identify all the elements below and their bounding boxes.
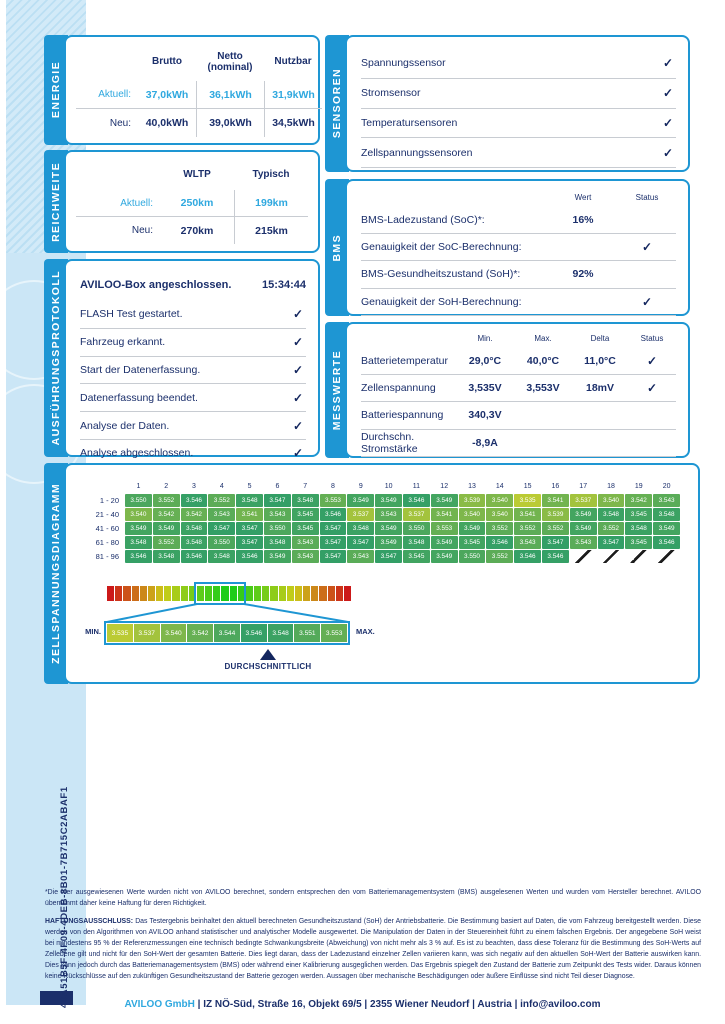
cell-voltage-value: 3.546 xyxy=(181,494,208,507)
check-icon: ✓ xyxy=(292,446,303,461)
cell-voltage-value: 3.546 xyxy=(514,550,541,563)
cell-voltage-value: 3.548 xyxy=(125,536,152,549)
reichweite-row-label: Aktuell: xyxy=(76,190,160,217)
energie-corner xyxy=(76,43,138,81)
bms-row xyxy=(361,261,676,288)
cell-voltage-value: 3.547 xyxy=(320,536,347,549)
messwerte-card xyxy=(345,322,690,458)
cell-voltage-value: 3.549 xyxy=(375,522,402,535)
cell-voltage-value: 3.550 xyxy=(208,536,235,549)
cell-voltage-value: 3.552 xyxy=(153,536,180,549)
energie-row-label: Aktuell: xyxy=(76,81,138,109)
cell-voltage-value: 3.539 xyxy=(542,508,569,521)
scale-value-box: 3.553 xyxy=(321,624,347,642)
cell-voltage-value: 3.547 xyxy=(236,536,263,549)
messwerte-row-label: Zellenspannung xyxy=(361,382,436,395)
sensoren-card xyxy=(345,35,690,172)
gradient-segment xyxy=(132,586,139,601)
tab-zellspannungsdiagramm-label: ZELLSPANNUNGSDIAGRAMM xyxy=(50,483,62,664)
cell-voltage-value: 3.542 xyxy=(153,508,180,521)
cell-grid-corner xyxy=(80,481,124,493)
reichweite-value: 270km xyxy=(180,224,214,237)
cell-row-label: 21 - 40 xyxy=(95,510,119,519)
cell-column-number: 9 xyxy=(358,483,363,490)
cell-voltage-value: 3.548 xyxy=(653,508,680,521)
cell-voltage-value: 3.548 xyxy=(153,550,180,563)
cell-voltage-value: 3.546 xyxy=(403,494,430,507)
tab-energie-label: ENERGIE xyxy=(50,61,62,119)
cell-voltage-value: 3.548 xyxy=(625,522,652,535)
gradient-segment xyxy=(254,586,261,601)
cell-voltage-value: 3.543 xyxy=(292,550,319,563)
cell-column-number: 5 xyxy=(247,483,252,490)
messwerte-row-label: Durchschn. Stromstärke xyxy=(361,430,418,455)
cell-voltage-value: 3.548 xyxy=(292,494,319,507)
scale-min-label: MIN. xyxy=(85,627,101,636)
cell-voltage-value: 3.549 xyxy=(125,522,152,535)
messwerte-max-value: 40,0°C xyxy=(526,355,560,368)
cell-column-number: 3 xyxy=(192,483,196,490)
cell-voltage-value: 3.549 xyxy=(570,522,597,535)
scale-value-box: 3.546 xyxy=(241,624,267,642)
protokoll-step-label: Start der Datenerfassung. xyxy=(80,363,201,376)
cell-voltage-value: 3.549 xyxy=(375,494,402,507)
cell-column-number: 1 xyxy=(136,483,141,490)
gradient-segment xyxy=(295,586,302,601)
messwerte-min-value: 340,3V xyxy=(468,409,502,422)
cell-voltage-value: 3.543 xyxy=(264,508,291,521)
cell-column-number: 2 xyxy=(164,483,169,490)
check-icon: ✓ xyxy=(662,86,673,101)
cell-voltage-value: 3.548 xyxy=(208,550,235,563)
protokoll-step-row xyxy=(80,357,306,385)
energie-table xyxy=(76,43,315,135)
gradient-segment xyxy=(270,586,277,601)
cell-voltage-value: 3.545 xyxy=(292,522,319,535)
messwerte-max-value: 3,553V xyxy=(526,382,560,395)
cell-voltage-value: 3.541 xyxy=(542,494,569,507)
cell-voltage-value: 3.543 xyxy=(292,536,319,549)
cell-voltage-value: 3.543 xyxy=(653,494,680,507)
gradient-segment xyxy=(107,586,114,601)
bms-row-label: BMS-Gesundheitszustand (SoH)*: xyxy=(361,268,521,281)
gradient-segment xyxy=(148,586,155,601)
cell-voltage-value: 3.543 xyxy=(514,536,541,549)
cell-row-label: 41 - 60 xyxy=(95,524,119,533)
scale-value-box: 3.551 xyxy=(294,624,320,642)
cell-voltage-value: 3.548 xyxy=(181,522,208,535)
protokoll-timestamp: 15:34:44 xyxy=(261,279,306,291)
bms-row-label: BMS-Ladezustand (SoC)*: xyxy=(361,214,485,227)
cell-voltage-value: 3.552 xyxy=(514,522,541,535)
cell-voltage-value: 3.541 xyxy=(514,508,541,521)
energie-value: 37,0kWh xyxy=(138,81,196,109)
protokoll-card xyxy=(64,259,320,461)
gradient-segment xyxy=(181,586,188,601)
cell-voltage-value: 3.548 xyxy=(403,536,430,549)
energie-header: Netto (nominal) xyxy=(207,50,253,73)
cell-voltage-value: 3.549 xyxy=(264,550,291,563)
cell-column-number: 19 xyxy=(634,483,643,490)
cell-voltage-value: 3.541 xyxy=(431,508,458,521)
cell-voltage-value: 3.546 xyxy=(125,550,152,563)
cell-voltage-value: 3.549 xyxy=(459,522,486,535)
sensoren-list xyxy=(361,49,676,168)
cell-column-number: 12 xyxy=(440,483,449,490)
scale-value-box: 3.535 xyxy=(107,624,133,642)
messwerte-row-label: Batteriespannung xyxy=(361,409,444,422)
cell-voltage-value: 3.540 xyxy=(598,494,625,507)
protokoll-step-label: Analyse der Daten. xyxy=(80,419,170,432)
cell-voltage-value: 3.548 xyxy=(264,536,291,549)
bms-header-wert: Wert xyxy=(574,193,592,202)
disclaimer-body: Das Testergebnis beinhaltet den aktuell berechneten Gesundheitszustand (SoH) der Antriebsbatterie. Die Bestimmung basiert auf Daten, die vom Fahrzeug bereitgestellt werden. Diese werden von den Algorithmen von AVILOO anhand statistischer und analytischer Modelle ausgewertet. Die Manipulation der Daten in der Steuereinheit führt zu einem falschen Ergebnis. Der angegebene SoH weist bei mindestens 95 % der Referenzmessungen eine technisch bedingte Schwankungsbreite (Abweichung) von nicht mehr als 3 % auf. Es ist zu beachten, dass diese Toleranz für die Bestimmung des SoH-Werts auf Zellebene gilt und nicht für den SoH-Wert der gesamten Batterie. Dies liegt daran, dass der Ladezustand einzelner Zellen variieren kann, was sich negativ auf den aktuellen SoH-Wert der Batterie auswirken kann. Dies kann jedoch durch das Batteriemanagementsystem (BMS) oder während einer Kalibrierung ausgeglichen werden. Das Ergebnis spiegelt den Zustand der Batterie zum Zeitpunkt des Tests wider. Daraus können keine Rückschlüsse auf den zukünftigen Gesundheitszustand der Batterie gezogen werden. Aussagen über mechanische Beschädigungen oder äußere Einflüsse sind nicht Teil dieser Diagnose. xyxy=(45,918,701,981)
cell-voltage-value: 3.549 xyxy=(431,550,458,563)
cell-not-present-slash xyxy=(653,550,680,563)
reichweite-card xyxy=(64,150,320,253)
cell-voltage-value: 3.540 xyxy=(459,508,486,521)
cell-column-number: 18 xyxy=(607,483,615,490)
energie-header: Brutto xyxy=(152,56,182,68)
disclaimer-lead: HAFTUNGSAUSSCHLUSS: xyxy=(45,918,134,925)
protokoll-title: AVILOO-Box angeschlossen. xyxy=(80,279,232,291)
tab-sensoren-label: SENSOREN xyxy=(331,68,343,139)
scale-max-label: MAX. xyxy=(356,627,375,636)
bms-header-spacer xyxy=(361,193,548,207)
cell-voltage-value: 3.548 xyxy=(181,536,208,549)
cell-voltage-value: 3.550 xyxy=(264,522,291,535)
energie-value: 36,1kWh xyxy=(196,81,264,109)
messwerte-header-row xyxy=(361,334,676,348)
energie-row-label: Neu: xyxy=(109,117,131,129)
bms-row-value: 92% xyxy=(572,268,594,281)
messwerte-min-value: 29,0°C xyxy=(468,355,502,368)
check-icon: ✓ xyxy=(292,418,303,433)
cell-voltage-value: 3.547 xyxy=(320,550,347,563)
gradient-segment xyxy=(319,586,326,601)
cell-voltage-value: 3.552 xyxy=(153,494,180,507)
tab-protokoll-label: AUSFÜHRUNGSPROTOKOLL xyxy=(50,270,62,446)
check-icon: ✓ xyxy=(292,307,303,322)
protokoll-step-label: FLASH Test gestartet. xyxy=(80,308,183,321)
cell-voltage-value: 3.549 xyxy=(375,536,402,549)
tab-messwerte-label: MESSWERTE xyxy=(331,349,343,431)
cell-voltage-value: 3.546 xyxy=(486,536,513,549)
gradient-segment xyxy=(328,586,335,601)
gradient-segment xyxy=(246,586,253,601)
messwerte-delta-value: 11,0°C xyxy=(584,355,616,368)
cell-voltage-value: 3.537 xyxy=(570,494,597,507)
average-marker-triangle xyxy=(260,649,276,660)
cell-voltage-value: 3.539 xyxy=(459,494,486,507)
cell-column-number: 20 xyxy=(662,483,671,490)
cell-voltage-value: 3.545 xyxy=(625,536,652,549)
scale-value-box: 3.544 xyxy=(214,624,240,642)
energie-value: 40,0kWh xyxy=(145,117,189,129)
cell-voltage-value: 3.548 xyxy=(598,508,625,521)
messwerte-row xyxy=(361,375,676,402)
reichweite-row-label: Neu: xyxy=(131,225,153,236)
protokoll-step-label: Fahrzeug erkannt. xyxy=(80,336,166,349)
sensor-row xyxy=(361,109,676,139)
protokoll-step-row xyxy=(80,412,306,440)
cell-voltage-value: 3.547 xyxy=(542,536,569,549)
cell-voltage-value: 3.540 xyxy=(486,494,513,507)
gradient-segment xyxy=(311,586,318,601)
bms-header-row xyxy=(361,193,676,207)
bms-header-status: Status xyxy=(635,193,659,202)
cell-voltage-value: 3.552 xyxy=(486,550,513,563)
protokoll-title-row xyxy=(80,269,306,301)
gradient-segment xyxy=(287,586,294,601)
scale-value-box: 3.548 xyxy=(268,624,294,642)
gradient-segment xyxy=(164,586,171,601)
protokoll-list xyxy=(80,269,306,468)
cell-voltage-value: 3.550 xyxy=(403,522,430,535)
energie-value: 34,5kWh xyxy=(264,109,322,137)
footer-company: AVILOO GmbH xyxy=(124,999,195,1010)
bms-rows xyxy=(361,207,676,316)
bms-row-value: 16% xyxy=(572,214,594,227)
scale-value-box: 3.537 xyxy=(134,624,160,642)
check-icon: ✓ xyxy=(292,390,303,405)
cell-voltage-value: 3.552 xyxy=(486,522,513,535)
cell-voltage-value: 3.547 xyxy=(598,536,625,549)
energie-header: Nutzbar xyxy=(274,56,312,68)
tab-reichweite-label: REICHWEITE xyxy=(50,161,62,242)
cell-voltage-value: 3.547 xyxy=(347,536,374,549)
bms-card xyxy=(345,179,690,316)
messwerte-row-label: Batterietemperatur xyxy=(361,355,448,368)
reichweite-header: WLTP xyxy=(183,169,211,181)
gradient-segment xyxy=(336,586,343,601)
bms-row xyxy=(361,234,676,261)
footer-address-line xyxy=(0,999,725,1010)
cell-row-label: 1 - 20 xyxy=(99,496,119,505)
sensor-label: Stromsensor xyxy=(361,87,421,100)
sensor-label: Temperatursensoren xyxy=(361,116,458,129)
check-icon: ✓ xyxy=(641,294,653,309)
cell-column-number: 16 xyxy=(551,483,560,490)
cell-not-present-slash xyxy=(625,550,652,563)
cell-voltage-value: 3.545 xyxy=(403,550,430,563)
messwerte-delta-value: 18mV xyxy=(585,382,615,395)
protokoll-step-row xyxy=(80,329,306,357)
protokoll-step-row xyxy=(80,301,306,329)
cell-voltage-value: 3.548 xyxy=(236,494,263,507)
cell-voltage-value: 3.546 xyxy=(542,550,569,563)
cell-voltage-value: 3.543 xyxy=(208,508,235,521)
gradient-segment xyxy=(140,586,147,601)
messwerte-header-spacer xyxy=(361,334,456,348)
protokoll-step-label: Analyse abgeschlossen. xyxy=(80,447,194,460)
gradient-segment xyxy=(123,586,130,601)
cell-column-number: 10 xyxy=(384,483,393,490)
cell-voltage-value: 3.537 xyxy=(347,508,374,521)
messwerte-row xyxy=(361,430,676,457)
gradient-segment xyxy=(115,586,122,601)
scale-value-box: 3.542 xyxy=(187,624,213,642)
cell-voltage-value: 3.537 xyxy=(403,508,430,521)
cell-voltage-value: 3.553 xyxy=(431,522,458,535)
check-icon: ✓ xyxy=(646,381,658,396)
cell-voltage-value: 3.547 xyxy=(320,522,347,535)
voltage-scale-strip xyxy=(104,621,350,645)
messwerte-row xyxy=(361,402,676,429)
report-id-vertical: 40A51B5F-4F09-4DEB-8B01-7B715C2ABAF1 xyxy=(59,786,70,1008)
cell-column-number: 13 xyxy=(468,483,476,490)
check-icon: ✓ xyxy=(641,240,653,255)
cell-voltage-value: 3.546 xyxy=(320,508,347,521)
gradient-segment xyxy=(172,586,179,601)
cell-row-label: 61 - 80 xyxy=(95,538,119,547)
cell-voltage-value: 3.547 xyxy=(264,494,291,507)
gradient-segment xyxy=(156,586,163,601)
cell-voltage-value: 3.545 xyxy=(459,536,486,549)
cell-voltage-value: 3.546 xyxy=(236,550,263,563)
scale-value-box: 3.540 xyxy=(161,624,187,642)
sensor-row xyxy=(361,79,676,109)
cell-voltage-value: 3.540 xyxy=(125,508,152,521)
reichweite-value: 250km xyxy=(160,190,234,217)
disclaimer-paragraph xyxy=(45,916,701,982)
sensor-row xyxy=(361,138,676,168)
cell-voltage-value: 3.542 xyxy=(625,494,652,507)
check-icon: ✓ xyxy=(646,354,658,369)
cell-voltage-value: 3.549 xyxy=(653,522,680,535)
gradient-segment xyxy=(262,586,269,601)
cell-voltage-value: 3.547 xyxy=(236,522,263,535)
reichweite-table xyxy=(76,160,310,241)
cell-column-number: 11 xyxy=(412,483,421,490)
messwerte-header-min: Min. xyxy=(477,334,493,343)
sensor-label: Spannungssensor xyxy=(361,57,446,70)
cell-voltage-value: 3.550 xyxy=(125,494,152,507)
sensor-row xyxy=(361,49,676,79)
bms-row xyxy=(361,207,676,234)
cell-voltage-value: 3.545 xyxy=(625,508,652,521)
cell-voltage-value: 3.543 xyxy=(347,550,374,563)
gradient-segment xyxy=(279,586,286,601)
gradient-zoom-box xyxy=(194,582,246,605)
reichweite-value: 215km xyxy=(234,217,308,244)
gradient-segment xyxy=(344,586,351,601)
cell-voltage-value: 3.548 xyxy=(347,522,374,535)
zellspannungsdiagramm-card xyxy=(64,463,700,684)
cell-column-number: 8 xyxy=(331,483,335,490)
cell-voltage-value: 3.542 xyxy=(181,508,208,521)
check-icon: ✓ xyxy=(662,56,673,71)
cell-voltage-value: 3.543 xyxy=(375,508,402,521)
messwerte-header-max: Max. xyxy=(534,334,552,343)
cell-column-number: 4 xyxy=(219,483,224,490)
check-icon: ✓ xyxy=(292,335,303,350)
cell-voltage-value: 3.552 xyxy=(208,494,235,507)
messwerte-rows xyxy=(361,348,676,457)
cell-column-number: 14 xyxy=(495,483,504,490)
cell-voltage-value: 3.553 xyxy=(320,494,347,507)
cell-voltage-value: 3.540 xyxy=(486,508,513,521)
cell-voltage-value: 3.549 xyxy=(570,508,597,521)
reichweite-corner xyxy=(76,160,160,190)
cell-voltage-value: 3.550 xyxy=(459,550,486,563)
bms-row xyxy=(361,289,676,316)
cell-column-number: 7 xyxy=(303,483,308,490)
cell-voltage-value: 3.547 xyxy=(208,522,235,535)
sensor-label: Zellspannungssensoren xyxy=(361,146,473,159)
cell-voltage-value: 3.552 xyxy=(598,522,625,535)
bms-row-label: Genauigkeit der SoC-Berechnung: xyxy=(361,241,522,254)
cell-column-number: 15 xyxy=(523,483,532,490)
tab-bms-label: BMS xyxy=(331,233,343,262)
cell-voltage-value: 3.546 xyxy=(181,550,208,563)
cell-voltage-value: 3.547 xyxy=(375,550,402,563)
cell-column-number: 17 xyxy=(579,483,588,490)
average-label: DURCHSCHNITTLICH xyxy=(224,662,312,671)
bms-values-footnote: *Die hier ausgewiesenen Werte wurden nicht von AVILOO berechnet, sondern entsprechen den vom Batteriemanagementsystem (BMS) ausgelesenen Werten und wurden vom Hersteller berechnet. AVILOO übernimmt daher keine Haftung für deren Richtigkeit. xyxy=(45,889,701,907)
cell-not-present-slash xyxy=(570,550,597,563)
cell-voltage-value: 3.549 xyxy=(153,522,180,535)
cell-voltage-value: 3.535 xyxy=(514,494,541,507)
footer-address: | IZ NÖ-Süd, Straße 16, Objekt 69/5 | 2355 Wiener Neudorf | Austria | info@aviloo.com xyxy=(194,999,601,1010)
cell-column-number: 6 xyxy=(275,483,280,490)
reichweite-value: 199km xyxy=(234,190,308,217)
cell-voltage-value: 3.545 xyxy=(292,508,319,521)
check-icon: ✓ xyxy=(662,145,673,160)
messwerte-min-value: 3,535V xyxy=(468,382,502,395)
energie-value: 39,0kWh xyxy=(196,109,264,137)
cell-voltage-value: 3.543 xyxy=(570,536,597,549)
cell-voltage-grid xyxy=(80,481,680,563)
protokoll-step-row xyxy=(80,384,306,412)
cell-voltage-value: 3.549 xyxy=(347,494,374,507)
messwerte-header-status: Status xyxy=(640,334,664,343)
cell-voltage-value: 3.549 xyxy=(431,494,458,507)
messwerte-header-delta: Delta xyxy=(590,334,610,343)
energie-card xyxy=(64,35,320,145)
cell-voltage-value: 3.541 xyxy=(236,508,263,521)
cell-voltage-value: 3.549 xyxy=(431,536,458,549)
energie-value: 31,9kWh xyxy=(264,81,322,109)
cell-not-present-slash xyxy=(598,550,625,563)
messwerte-min-value: -8,9A xyxy=(472,436,498,449)
cell-row-label: 81 - 96 xyxy=(95,552,119,561)
check-icon: ✓ xyxy=(662,115,673,130)
cell-voltage-value: 3.546 xyxy=(653,536,680,549)
cell-voltage-value: 3.552 xyxy=(542,522,569,535)
bms-row-label: Genauigkeit der SoH-Berechnung: xyxy=(361,295,522,308)
gradient-segment xyxy=(303,586,310,601)
reichweite-header: Typisch xyxy=(252,169,290,181)
check-icon: ✓ xyxy=(292,362,303,377)
protokoll-step-label: Datenerfassung beendet. xyxy=(80,391,198,404)
messwerte-row xyxy=(361,348,676,375)
